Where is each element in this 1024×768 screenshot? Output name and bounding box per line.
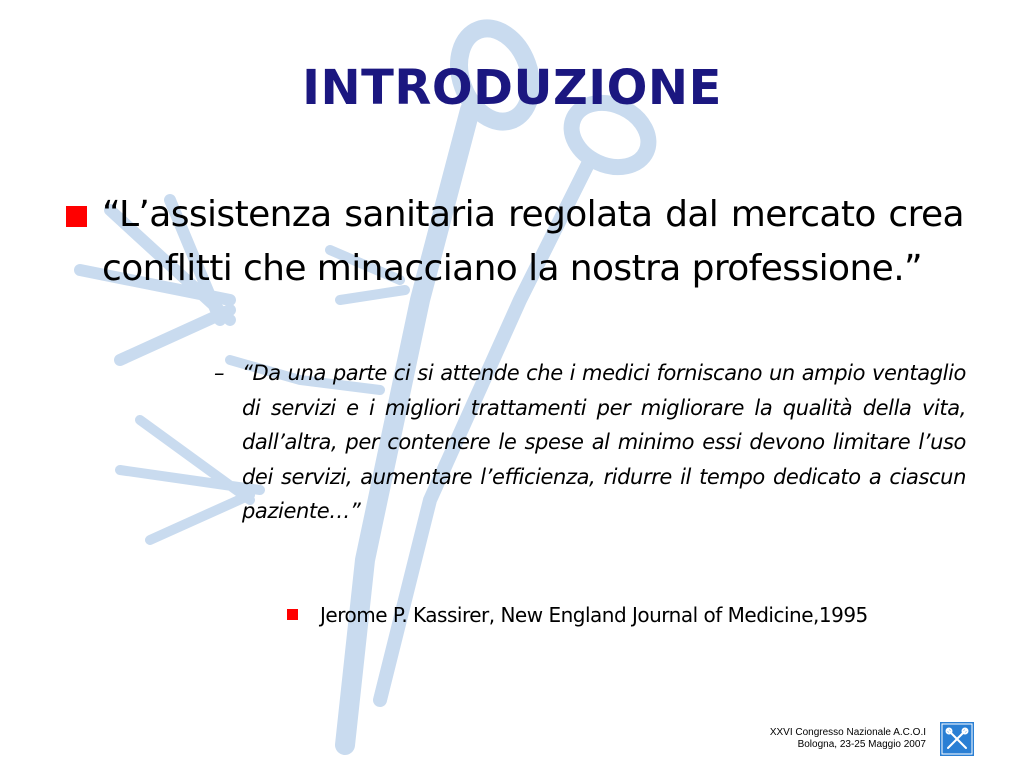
footer-credits [770,727,926,751]
red-square-bullet-icon [287,609,298,620]
acoi-logo-icon [940,722,974,756]
footer-line-congress: XXVI Congresso Nazionale A.C.O.I [769,727,926,738]
main-bullet-text: “L’assistenza sanitaria regolata dal mercato crea conflitti che minacciano la nostra professione.” [102,194,964,289]
red-square-bullet-icon [66,206,87,227]
sub-bullet-quote [214,356,966,529]
citation-bullet [287,600,868,630]
main-bullet [66,188,964,296]
sub-bullet-dash: – [214,361,225,385]
footer-line-date: Bologna, 23-25 Maggio 2007 [797,739,926,750]
sub-bullet-text: “Da una parte ci si attende che i medici forniscano un ampio ventaglio di servizi e i migliori trattamenti per migliorare la qualità della vita, dall’altra, per contenere le spese al minimo essi devono limitare l’uso dei servizi, aumentare l’efficienza, ridurre il tempo dedicato a ciascun paziente…” [242,361,966,523]
slide-title: INTRODUZIONE [302,60,722,116]
citation-text: Jerome P. Kassirer, New England Journal of Medicine,1995 [320,603,868,627]
